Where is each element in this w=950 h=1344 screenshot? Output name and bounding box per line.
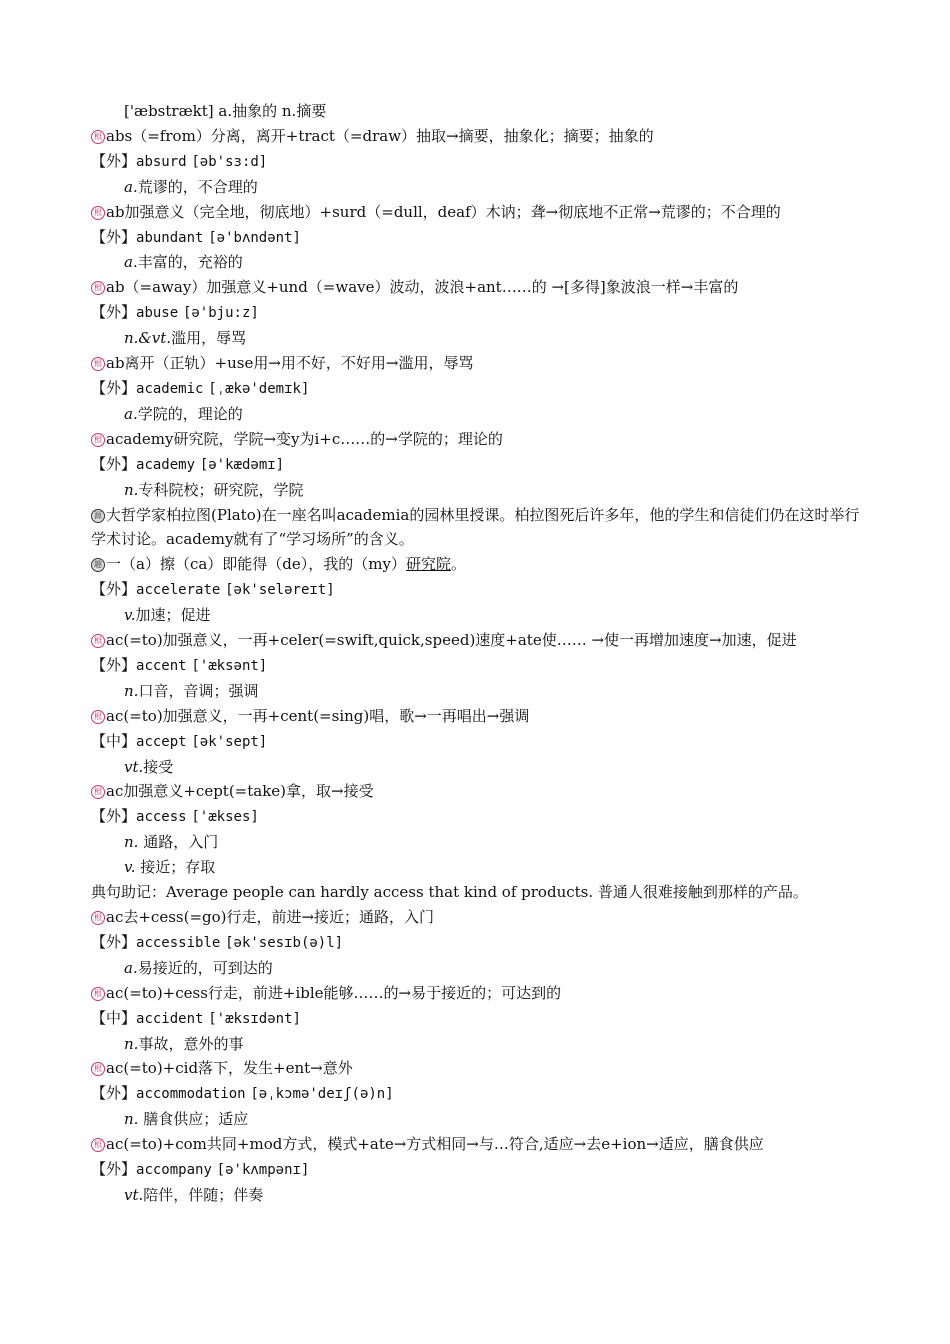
- etymology-note: [91, 427, 861, 452]
- definition-text: 学院的，理论的: [137, 404, 243, 423]
- definition-text: 荒谬的，不合理的: [137, 177, 258, 196]
- entry-headword: [91, 1157, 861, 1183]
- definition: [91, 250, 861, 275]
- definition-text: 事故，意外的事: [138, 1034, 244, 1053]
- etymology-note: [91, 1056, 861, 1081]
- headword: absurd: [136, 153, 187, 170]
- frequency-tag: 【中】: [91, 1008, 137, 1027]
- definition: [91, 1032, 861, 1057]
- entry-headword: [91, 149, 861, 175]
- entry-headword: [91, 1081, 861, 1107]
- part-of-speech: n.: [124, 1034, 139, 1053]
- part-of-speech: vt.: [124, 1185, 144, 1204]
- note-badge-icon: 趣: [91, 558, 105, 572]
- headword: abundant: [136, 229, 204, 246]
- etymology-note: [91, 981, 861, 1006]
- note-badge-icon: 根: [91, 1138, 105, 1152]
- definition-text: 滥用，辱骂: [171, 329, 247, 348]
- entry-headword: [91, 225, 861, 251]
- frequency-tag: 【外】: [91, 151, 137, 170]
- etymology-note: [91, 351, 861, 376]
- headword: accept: [136, 733, 187, 750]
- headword: accompany: [136, 1162, 212, 1179]
- headword: accelerate: [136, 582, 221, 599]
- etymology-note: [91, 1132, 861, 1157]
- definition-text: 接近；存取: [135, 858, 216, 877]
- phonetic: [ə'bʌndənt]: [208, 229, 301, 246]
- note-badge-icon: 根: [91, 357, 105, 371]
- part-of-speech: n.: [124, 1110, 139, 1129]
- phonetic: [əb'sɜ:d]: [191, 153, 268, 170]
- note-text: ab加强意义（完全地，彻底地）+surd（=dull，deaf）木讷；聋→彻底地不正常→荒谬的；不合理的: [106, 202, 781, 221]
- etymology-note: [91, 628, 861, 653]
- note-badge-icon: 根: [91, 130, 105, 144]
- vocabulary-list: [91, 99, 861, 1208]
- phonetic: ['æksɪdənt]: [208, 1010, 301, 1027]
- headword: academic: [136, 380, 204, 397]
- entry-headword: [91, 452, 861, 478]
- phonetic: [ək'sesɪb(ə)l]: [225, 934, 344, 951]
- etymology-note: [91, 503, 861, 553]
- mnemonic-note: [91, 552, 861, 577]
- phonetic: ['æksənt]: [191, 657, 268, 674]
- note-text: academy研究院，学院→变y为i+c……的→学院的；理论的: [106, 429, 503, 448]
- part-of-speech: v.: [124, 858, 136, 877]
- entry-headword: [91, 653, 861, 679]
- definition-text: 易接近的，可到达的: [137, 958, 273, 977]
- entry-headword: [91, 729, 861, 755]
- part-of-speech: v.: [124, 606, 136, 625]
- frequency-tag: 【外】: [91, 454, 137, 473]
- part-of-speech: n.&vt.: [124, 329, 172, 348]
- entry-headword: [91, 1006, 861, 1032]
- definition: [91, 855, 861, 880]
- etymology-note: [91, 275, 861, 300]
- headword: accessible: [136, 934, 221, 951]
- definition-text: 加速；促进: [135, 606, 211, 625]
- phonetic: ['ækses]: [191, 809, 259, 826]
- note-text: 大哲学家柏拉图(Plato)在一座名叫academia的园林里授课。柏拉图死后许多年，他的学生和信徒们仍在这时举行学术讨论。academy就有了“学习场所”的含义。: [91, 505, 860, 549]
- definition-text: 膳食供应；适应: [138, 1110, 249, 1129]
- entry-headword: [91, 804, 861, 830]
- note-badge-icon: 根: [91, 710, 105, 724]
- definition: [91, 603, 861, 628]
- note-text: ac加强意义+cept(=take)拿，取→接受: [106, 782, 374, 801]
- definition: [91, 478, 861, 503]
- definition-text: 通路，入门: [138, 833, 219, 852]
- phonetic: [ˌækə'demɪk]: [208, 380, 310, 397]
- note-badge-icon: 根: [91, 1062, 105, 1076]
- phonetic: [ək'sept]: [191, 733, 268, 750]
- definition-text: 接受: [143, 757, 174, 776]
- entry-headword: [91, 577, 861, 603]
- frequency-tag: 【外】: [91, 580, 137, 599]
- frequency-tag: 【外】: [91, 303, 137, 322]
- definition: [91, 1183, 861, 1208]
- definition: [91, 175, 861, 200]
- note-text: ac去+cess(=go)行走，前进→接近；通路，入门: [106, 908, 435, 926]
- part-of-speech: a.: [124, 404, 138, 423]
- headword: abuse: [136, 305, 179, 322]
- definition: [91, 99, 861, 124]
- definition-text: 专科院校；研究院，学院: [138, 480, 304, 499]
- note-text: ac(=to)加强意义，一再+cent(=sing)唱，歌→一再唱出→强调: [106, 706, 530, 725]
- frequency-tag: 【外】: [91, 1084, 137, 1103]
- definition: [91, 1107, 861, 1132]
- frequency-tag: 【外】: [91, 655, 137, 674]
- note-tail: 。: [450, 555, 466, 574]
- phonetic: [ə'kædəmɪ]: [199, 456, 285, 473]
- headword: accident: [136, 1010, 204, 1027]
- headword: academy: [136, 456, 196, 473]
- frequency-tag: 【外】: [91, 807, 137, 826]
- etymology-note: [91, 704, 861, 729]
- note-badge-icon: 根: [91, 987, 105, 1001]
- part-of-speech: a.: [124, 253, 138, 272]
- underlined-word: 研究院: [405, 555, 451, 574]
- note-text: 一（a）擦（ca）即能得（de），我的（my）: [106, 555, 406, 574]
- frequency-tag: 【外】: [91, 378, 137, 397]
- etymology-note: [91, 905, 861, 930]
- part-of-speech: a.: [124, 958, 138, 977]
- entry-headword: [91, 930, 861, 956]
- example-text: 典句助记：Average people can hardly access that kind of products. 普通人很难接触到那样的产品。: [91, 883, 808, 902]
- part-of-speech: n.: [124, 681, 139, 700]
- definition: [91, 830, 861, 855]
- etymology-note: [91, 124, 861, 149]
- phonetic: [ə'bju:z]: [182, 305, 259, 322]
- frequency-tag: 【外】: [91, 932, 137, 951]
- note-badge-icon: 根: [91, 785, 105, 799]
- note-badge-icon: 根: [91, 911, 105, 925]
- headword: accent: [136, 657, 187, 674]
- definition: [91, 755, 861, 780]
- note-text: ab离开（正轨）+use用→用不好，不好用→滥用，辱骂: [106, 354, 474, 373]
- note-badge-icon: 根: [91, 281, 105, 295]
- definition: [91, 679, 861, 704]
- definition: [91, 956, 861, 981]
- frequency-tag: 【外】: [91, 1160, 137, 1179]
- part-of-speech: n.: [124, 833, 139, 852]
- note-badge-icon: 根: [91, 634, 105, 648]
- definition-text: 口音，音调；强调: [138, 681, 259, 700]
- note-badge-icon: 根: [91, 206, 105, 220]
- note-text: abs（=from）分离，离开+tract（=draw）抽取→摘要，抽象化；摘要；抽象的: [106, 126, 654, 145]
- headword: accommodation: [136, 1086, 246, 1103]
- definition: [91, 326, 861, 351]
- part-of-speech: n.: [124, 480, 139, 499]
- note-text: ab（=away）加强意义+und（=wave）波动，波浪+ant……的 →[多得]象波浪一样→丰富的: [106, 278, 739, 297]
- definition-text: 陪伴，伴随；伴奏: [143, 1185, 264, 1204]
- phonetic: [ək'seləreɪt]: [225, 582, 335, 599]
- note-text: ac(=to)+cess行走，前进+ible能够……的→易于接近的；可达到的: [106, 983, 562, 1002]
- frequency-tag: 【外】: [91, 227, 137, 246]
- definition: [91, 402, 861, 427]
- definition-text: ['æbstrækt] a.抽象的 n.摘要: [124, 102, 327, 120]
- entry-headword: [91, 376, 861, 402]
- etymology-note: [91, 200, 861, 225]
- note-badge-icon: 源: [91, 509, 105, 523]
- phonetic: [ə'kʌmpənɪ]: [216, 1162, 310, 1179]
- phonetic: [əˌkɔmə'deɪʃ(ə)n]: [250, 1086, 394, 1103]
- example-sentence: [91, 880, 861, 905]
- entry-headword: [91, 300, 861, 326]
- note-text: ac(=to)加强意义，一再+celer(=swift,quick,speed)速度+ate使…… →使一再增加速度→加速，促进: [106, 631, 797, 650]
- etymology-note: [91, 779, 861, 804]
- definition-text: 丰富的，充裕的: [137, 253, 243, 272]
- note-badge-icon: 根: [91, 433, 105, 447]
- note-text: ac(=to)+cid落下，发生+ent→意外: [106, 1059, 353, 1078]
- headword: access: [136, 809, 187, 826]
- note-text: ac(=to)+com共同+mod方式，模式+ate→方式相同→与…符合,适应→去e+ion→适应，膳食供应: [106, 1135, 764, 1154]
- part-of-speech: a.: [124, 177, 138, 196]
- part-of-speech: vt.: [124, 757, 144, 776]
- frequency-tag: 【中】: [91, 731, 137, 750]
